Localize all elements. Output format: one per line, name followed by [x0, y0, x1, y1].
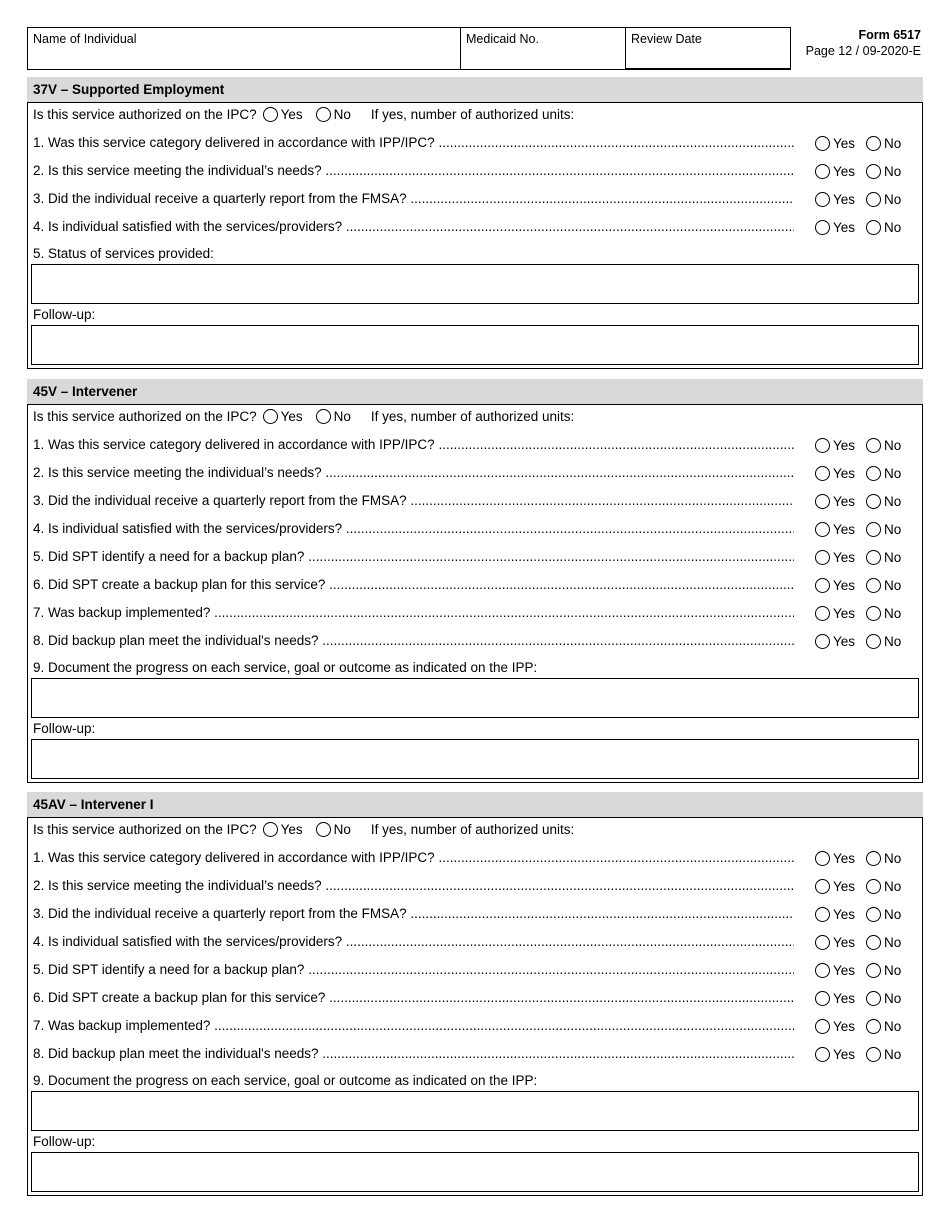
yes-radio[interactable]: [815, 1019, 855, 1034]
followup-text-box[interactable]: [31, 739, 919, 779]
name-label: Name of Individual: [33, 32, 137, 46]
yes-radio[interactable]: [815, 550, 855, 565]
question-text: 2. Is this service meeting the individual’s needs? .....: [33, 465, 794, 480]
question-row: [28, 159, 922, 187]
yes-label: Yes: [833, 220, 856, 235]
yes-radio[interactable]: [815, 494, 855, 509]
yes-radio[interactable]: [815, 851, 855, 866]
yes-no-options: [815, 907, 912, 922]
radio-circle-icon: [866, 634, 881, 649]
no-label: No: [884, 907, 902, 922]
no-radio[interactable]: [866, 879, 901, 894]
authorized-row: [28, 818, 922, 846]
units-label: If yes, number of authorized units:: [370, 107, 575, 122]
radio-circle-icon: [815, 907, 830, 922]
radio-circle-icon: [866, 907, 881, 922]
question-row: [28, 846, 922, 874]
no-label: No: [884, 192, 902, 207]
radio-circle-icon: [815, 494, 830, 509]
units-label: If yes, number of authorized units:: [370, 822, 575, 837]
radio-circle-icon: [815, 466, 830, 481]
yes-radio[interactable]: [815, 1047, 855, 1062]
authorized-row: [28, 405, 922, 433]
question-row: [28, 629, 922, 657]
no-radio[interactable]: [866, 991, 901, 1006]
question-row: [28, 1042, 922, 1070]
question-text: 8. Did backup plan meet the individual's needs? .....: [33, 1046, 794, 1061]
yes-no-options: [815, 634, 912, 649]
radio-circle-icon: [815, 1019, 830, 1034]
no-label: No: [333, 822, 351, 837]
radio-circle-icon: [815, 1047, 830, 1062]
no-label: No: [884, 220, 902, 235]
question-row: [28, 902, 922, 930]
units-label: If yes, number of authorized units:: [370, 409, 575, 424]
no-radio[interactable]: [866, 494, 901, 509]
yes-no-options: [815, 991, 912, 1006]
yes-radio[interactable]: [815, 438, 855, 453]
question-row: [28, 433, 922, 461]
no-label: No: [884, 550, 902, 565]
yes-label: Yes: [833, 879, 856, 894]
yes-radio[interactable]: [815, 606, 855, 621]
question-row: [28, 517, 922, 545]
radio-circle-icon: [866, 851, 881, 866]
question-text: 4. Is individual satisfied with the services/providers? .....: [33, 934, 794, 949]
radio-circle-icon: [815, 136, 830, 151]
no-label: No: [884, 578, 902, 593]
question-row: [28, 461, 922, 489]
medicaid-label: Medicaid No.: [466, 32, 539, 46]
followup-label: Follow-up:: [33, 721, 96, 736]
no-label: No: [884, 1019, 902, 1034]
yes-label: Yes: [833, 935, 856, 950]
status-text-box[interactable]: [31, 264, 919, 304]
radio-circle-icon: [866, 578, 881, 593]
followup-label: Follow-up:: [33, 307, 96, 322]
radio-circle-icon: [815, 634, 830, 649]
question-text: 1. Was this service category delivered in accordance with IPP/IPC? .....: [33, 437, 794, 452]
question-row: [28, 930, 922, 958]
followup-text-box[interactable]: [31, 1152, 919, 1192]
question-row: [28, 131, 922, 159]
question-text: 2. Is this service meeting the individual’s needs? .....: [33, 163, 794, 178]
service-section: [27, 792, 923, 1196]
yes-radio[interactable]: [815, 963, 855, 978]
yes-label: Yes: [833, 494, 856, 509]
radio-circle-icon: [316, 822, 331, 837]
radio-circle-icon: [263, 822, 278, 837]
question-row: [28, 573, 922, 601]
no-radio[interactable]: [866, 1019, 901, 1034]
yes-label: Yes: [833, 634, 856, 649]
no-radio[interactable]: [866, 466, 901, 481]
radio-circle-icon: [263, 409, 278, 424]
followup-label-row: [28, 304, 922, 325]
yes-no-options: [815, 466, 912, 481]
yes-radio[interactable]: [815, 991, 855, 1006]
no-radio[interactable]: [866, 935, 901, 950]
section-title: 45V – Intervener: [27, 379, 923, 404]
question-row: [28, 958, 922, 986]
followup-label: Follow-up:: [33, 1134, 96, 1149]
question-row: [28, 986, 922, 1014]
followup-label-row: [28, 718, 922, 739]
question-text: 7. Was backup implemented? .....: [33, 1018, 794, 1033]
radio-circle-icon: [815, 963, 830, 978]
yes-label: Yes: [833, 1047, 856, 1062]
no-radio[interactable]: [866, 550, 901, 565]
no-radio[interactable]: [866, 164, 901, 179]
yes-no-options: [815, 136, 912, 151]
no-radio[interactable]: [866, 578, 901, 593]
question-row: [28, 545, 922, 573]
no-label: No: [333, 409, 351, 424]
section-body: [27, 817, 923, 1196]
radio-circle-icon: [866, 192, 881, 207]
authorized-row: [28, 103, 922, 131]
question-row: [28, 601, 922, 629]
yes-label: Yes: [833, 851, 856, 866]
no-label: No: [884, 466, 902, 481]
question-text: 4. Is individual satisfied with the services/providers? .....: [33, 219, 794, 234]
radio-circle-icon: [866, 991, 881, 1006]
yes-radio[interactable]: [815, 192, 855, 207]
radio-circle-icon: [866, 1019, 881, 1034]
yes-no-options: [815, 1019, 912, 1034]
yes-radio[interactable]: [815, 634, 855, 649]
form-number: Form 6517: [858, 28, 921, 42]
yes-no-options: [815, 164, 912, 179]
question-text: 3. Did the individual receive a quarterly report from the FMSA? .....: [33, 493, 794, 508]
radio-circle-icon: [263, 107, 278, 122]
question-text: 2. Is this service meeting the individual’s needs? .....: [33, 878, 794, 893]
no-label: No: [884, 879, 902, 894]
radio-circle-icon: [866, 136, 881, 151]
status-label: 9. Document the progress on each service, goal or outcome as indicated on the IPP:: [33, 1073, 538, 1088]
radio-circle-icon: [866, 935, 881, 950]
radio-circle-icon: [866, 494, 881, 509]
status-text-box[interactable]: [31, 678, 919, 718]
status-label: 9. Document the progress on each service, goal or outcome as indicated on the IPP:: [33, 660, 538, 675]
yes-label: Yes: [833, 466, 856, 481]
radio-circle-icon: [316, 409, 331, 424]
no-label: No: [884, 851, 902, 866]
yes-label: Yes: [280, 107, 303, 122]
radio-circle-icon: [815, 192, 830, 207]
yes-radio[interactable]: [815, 220, 855, 235]
radio-circle-icon: [866, 1047, 881, 1062]
review-date-label: Review Date: [631, 32, 702, 46]
radio-circle-icon: [815, 606, 830, 621]
question-text: 1. Was this service category delivered in accordance with IPP/IPC? .....: [33, 850, 794, 865]
no-label: No: [884, 935, 902, 950]
radio-circle-icon: [815, 879, 830, 894]
authorized-yes-radio[interactable]: [263, 409, 303, 424]
authorized-question: Is this service authorized on the IPC?: [33, 409, 257, 424]
radio-circle-icon: [815, 851, 830, 866]
question-text: 6. Did SPT create a backup plan for this service? .....: [33, 990, 794, 1005]
no-radio[interactable]: [866, 851, 901, 866]
yes-label: Yes: [833, 550, 856, 565]
status-text-box[interactable]: [31, 1091, 919, 1131]
radio-circle-icon: [866, 220, 881, 235]
yes-no-options: [815, 192, 912, 207]
section-body: [27, 102, 923, 369]
no-radio[interactable]: [866, 907, 901, 922]
authorized-question: Is this service authorized on the IPC?: [33, 822, 257, 837]
section-title: 37V – Supported Employment: [27, 77, 923, 102]
yes-label: Yes: [833, 963, 856, 978]
yes-label: Yes: [833, 136, 856, 151]
question-row: [28, 874, 922, 902]
status-label-row: [28, 243, 922, 264]
no-label: No: [333, 107, 351, 122]
authorized-no-radio[interactable]: [316, 409, 351, 424]
yes-label: Yes: [280, 822, 303, 837]
yes-label: Yes: [833, 438, 856, 453]
no-label: No: [884, 164, 902, 179]
question-row: [28, 489, 922, 517]
no-label: No: [884, 494, 902, 509]
no-radio[interactable]: [866, 136, 901, 151]
no-radio[interactable]: [866, 963, 901, 978]
form-header: [27, 27, 923, 70]
radio-circle-icon: [815, 164, 830, 179]
question-text: 3. Did the individual receive a quarterly report from the FMSA? .....: [33, 191, 794, 206]
radio-circle-icon: [866, 466, 881, 481]
yes-no-options: [815, 220, 912, 235]
question-text: 5. Did SPT identify a need for a backup plan? .....: [33, 962, 794, 977]
authorized-yes-radio[interactable]: [263, 822, 303, 837]
radio-circle-icon: [866, 438, 881, 453]
radio-circle-icon: [866, 522, 881, 537]
no-radio[interactable]: [866, 522, 901, 537]
yes-label: Yes: [833, 1019, 856, 1034]
no-radio[interactable]: [866, 1047, 901, 1062]
radio-circle-icon: [316, 107, 331, 122]
yes-no-options: [815, 851, 912, 866]
no-label: No: [884, 1047, 902, 1062]
no-radio[interactable]: [866, 634, 901, 649]
question-text: 5. Did SPT identify a need for a backup plan? .....: [33, 549, 794, 564]
yes-radio[interactable]: [815, 136, 855, 151]
section-title: 45AV – Intervener I: [27, 792, 923, 817]
yes-no-options: [815, 438, 912, 453]
yes-label: Yes: [833, 578, 856, 593]
question-row: [28, 1014, 922, 1042]
no-label: No: [884, 136, 902, 151]
yes-radio[interactable]: [815, 935, 855, 950]
yes-radio[interactable]: [815, 466, 855, 481]
yes-radio[interactable]: [815, 879, 855, 894]
no-label: No: [884, 438, 902, 453]
yes-label: Yes: [833, 164, 856, 179]
yes-no-options: [815, 879, 912, 894]
yes-no-options: [815, 1047, 912, 1062]
yes-label: Yes: [833, 991, 856, 1006]
yes-radio[interactable]: [815, 578, 855, 593]
yes-radio[interactable]: [815, 907, 855, 922]
followup-text-box[interactable]: [31, 325, 919, 365]
name-of-individual-field[interactable]: [27, 27, 461, 70]
no-radio[interactable]: [866, 220, 901, 235]
yes-label: Yes: [833, 606, 856, 621]
yes-label: Yes: [833, 907, 856, 922]
no-label: No: [884, 606, 902, 621]
yes-label: Yes: [833, 522, 856, 537]
radio-circle-icon: [815, 991, 830, 1006]
yes-radio[interactable]: [815, 522, 855, 537]
no-radio[interactable]: [866, 192, 901, 207]
question-text: 8. Did backup plan meet the individual's needs? .....: [33, 633, 794, 648]
question-text: 6. Did SPT create a backup plan for this service? .....: [33, 577, 794, 592]
no-radio[interactable]: [866, 438, 901, 453]
yes-no-options: [815, 522, 912, 537]
status-label: 5. Status of services provided:: [33, 246, 214, 261]
question-text: 4. Is individual satisfied with the services/providers? .....: [33, 521, 794, 536]
yes-no-options: [815, 494, 912, 509]
authorized-question: Is this service authorized on the IPC?: [33, 107, 257, 122]
authorized-no-radio[interactable]: [316, 107, 351, 122]
yes-label: Yes: [280, 409, 303, 424]
no-label: No: [884, 963, 902, 978]
no-label: No: [884, 634, 902, 649]
question-row: [28, 215, 922, 243]
followup-label-row: [28, 1131, 922, 1152]
section-body: [27, 404, 923, 783]
service-section: [27, 77, 923, 369]
radio-circle-icon: [815, 935, 830, 950]
question-row: [28, 187, 922, 215]
authorized-no-radio[interactable]: [316, 822, 351, 837]
radio-circle-icon: [815, 550, 830, 565]
radio-circle-icon: [866, 963, 881, 978]
question-text: 1. Was this service category delivered in accordance with IPP/IPC? .....: [33, 135, 794, 150]
radio-circle-icon: [815, 220, 830, 235]
no-radio[interactable]: [866, 606, 901, 621]
question-text: 7. Was backup implemented? .....: [33, 605, 794, 620]
yes-no-options: [815, 550, 912, 565]
radio-circle-icon: [866, 550, 881, 565]
radio-circle-icon: [815, 438, 830, 453]
page-info: Page 12 / 09-2020-E: [805, 44, 921, 58]
yes-no-options: [815, 606, 912, 621]
yes-label: Yes: [833, 192, 856, 207]
radio-circle-icon: [866, 879, 881, 894]
radio-circle-icon: [866, 164, 881, 179]
yes-no-options: [815, 935, 912, 950]
yes-radio[interactable]: [815, 164, 855, 179]
form-id: [797, 27, 921, 59]
review-date-field[interactable]: [625, 27, 791, 70]
status-label-row: [28, 1070, 922, 1091]
yes-no-options: [815, 963, 912, 978]
radio-circle-icon: [815, 522, 830, 537]
radio-circle-icon: [866, 606, 881, 621]
radio-circle-icon: [815, 578, 830, 593]
service-section: [27, 379, 923, 783]
question-text: 3. Did the individual receive a quarterly report from the FMSA? .....: [33, 906, 794, 921]
status-label-row: [28, 657, 922, 678]
no-label: No: [884, 991, 902, 1006]
authorized-yes-radio[interactable]: [263, 107, 303, 122]
yes-no-options: [815, 578, 912, 593]
medicaid-number-field[interactable]: [460, 27, 626, 70]
no-label: No: [884, 522, 902, 537]
